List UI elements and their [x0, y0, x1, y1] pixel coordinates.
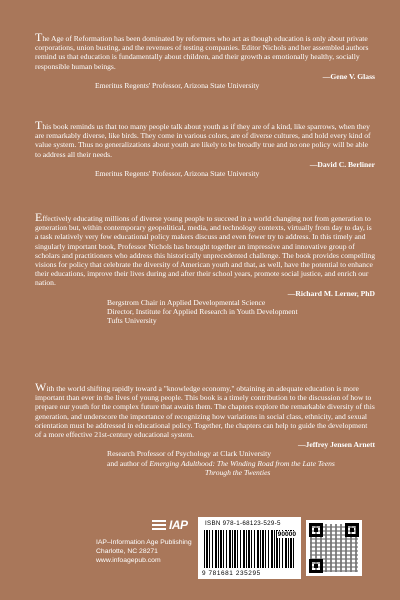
logo-text: IAP — [169, 518, 188, 532]
qr-finder — [345, 523, 359, 537]
iap-logo-icon — [152, 518, 196, 532]
blurb-affiliation: Bergstrom Chair in Applied Developmental Science — [107, 297, 266, 307]
barcode-price: 90000 — [277, 531, 296, 538]
affiliation-prefix: and author of — [107, 458, 150, 468]
publisher-url[interactable]: www.infoagepub.com — [96, 557, 161, 564]
blurb-affiliation — [107, 459, 375, 468]
isbn-label: ISBN 978-1-68123-529-5 — [205, 520, 281, 527]
barcode — [198, 517, 301, 579]
publisher-name: IAP–Information Age Publishing — [96, 539, 192, 546]
blurb-text: This book reminds us that too many people talk about youth as if they are of a kind, like sparrows, when they are remarkably diverse, like birds. They come in various colors, are of diverse cultures, and hold every kind of value system. Thus no generalizations about youth are likely to be broadly true and no one policy will be able to address all their needs. — [35, 118, 371, 159]
blurb-author: —Jeffrey Jensen Arnett — [297, 440, 375, 450]
blurb-1 — [35, 30, 375, 91]
blurb-author: —Gene V. Glass — [322, 71, 375, 81]
book-title: Emerging Adulthood: The Winding Road from the Late Teens — [149, 458, 335, 468]
publisher-block — [96, 518, 196, 565]
blurb-affiliation — [107, 468, 375, 477]
blurb-affiliation: Tufts University — [107, 316, 157, 326]
blurb-3 — [35, 210, 376, 326]
qr-code-icon — [306, 520, 362, 576]
publisher-city: Charlotte, NC 28271 — [96, 548, 158, 555]
qr-finder — [309, 559, 323, 573]
blurb-affiliation: Research Professor of Psychology at Clark University — [107, 449, 272, 459]
blurb-2 — [35, 118, 375, 179]
qr-finder — [309, 523, 323, 537]
blurb-affiliation: Emeritus Regents' Professor, Arizona State University — [95, 81, 260, 91]
blurb-affiliation: Emeritus Regents' Professor, Arizona State University — [95, 169, 260, 179]
blurb-text: With the world shifting rapidly toward a "knowledge economy," obtaining an adequate education is more important than ever in the lives of young people. This book is a timely contribution to the discussion of how to prepare our youth for the complex future that awaits them. The chapters explore the remarkable diversity of this generation, and underscore the importance of recognizing how variations in social class, ethnicity, and sexual orientation must be addressed in educational policy. Together, the chapters can help to guide the development of a more effective 21st-century educational system. — [35, 380, 375, 440]
blurb-text: Effectively educating millions of diverse young people to succeed in a world changing not from generation to generation but, within contemporary geopolitical, media, and technology contexts, virtually from day to day, is a task relatively very few educational policy makers discuss and even fewer try to address. In this timely and singularly important book, Professor Nichols has brought together an impressive and innovative group of scholars and practitioners who address this historically unprecedented challenge. The book provides compelling visions for policy that celebrate the diversity of American youth and that, as well, have the potential to enhance their educations, improve their lives during and after their school years, promote social justice, and enrich our nation. — [35, 210, 376, 288]
blurb-author: —David C. Berliner — [309, 159, 375, 169]
barcode-number: 9 781681 235295 — [202, 570, 261, 577]
book-title: Through the Twenties — [205, 467, 271, 477]
blurb-author: —Richard M. Lerner, PhD — [287, 288, 375, 298]
blurb-text: The Age of Reformation has been dominated by reformers who act as though education is only about private corporations, union busting, and the revenues of testing companies. Editor Nichols and her assembled authors remind us that education is fundamentally about children, and their growth as emotionally healthy, socially responsible human beings. — [35, 30, 369, 71]
publisher-info — [96, 538, 196, 565]
logo-bars — [152, 520, 166, 530]
blurb-affiliation: Director, Institute for Applied Research in Youth Development — [107, 307, 298, 317]
blurb-4 — [35, 380, 375, 477]
